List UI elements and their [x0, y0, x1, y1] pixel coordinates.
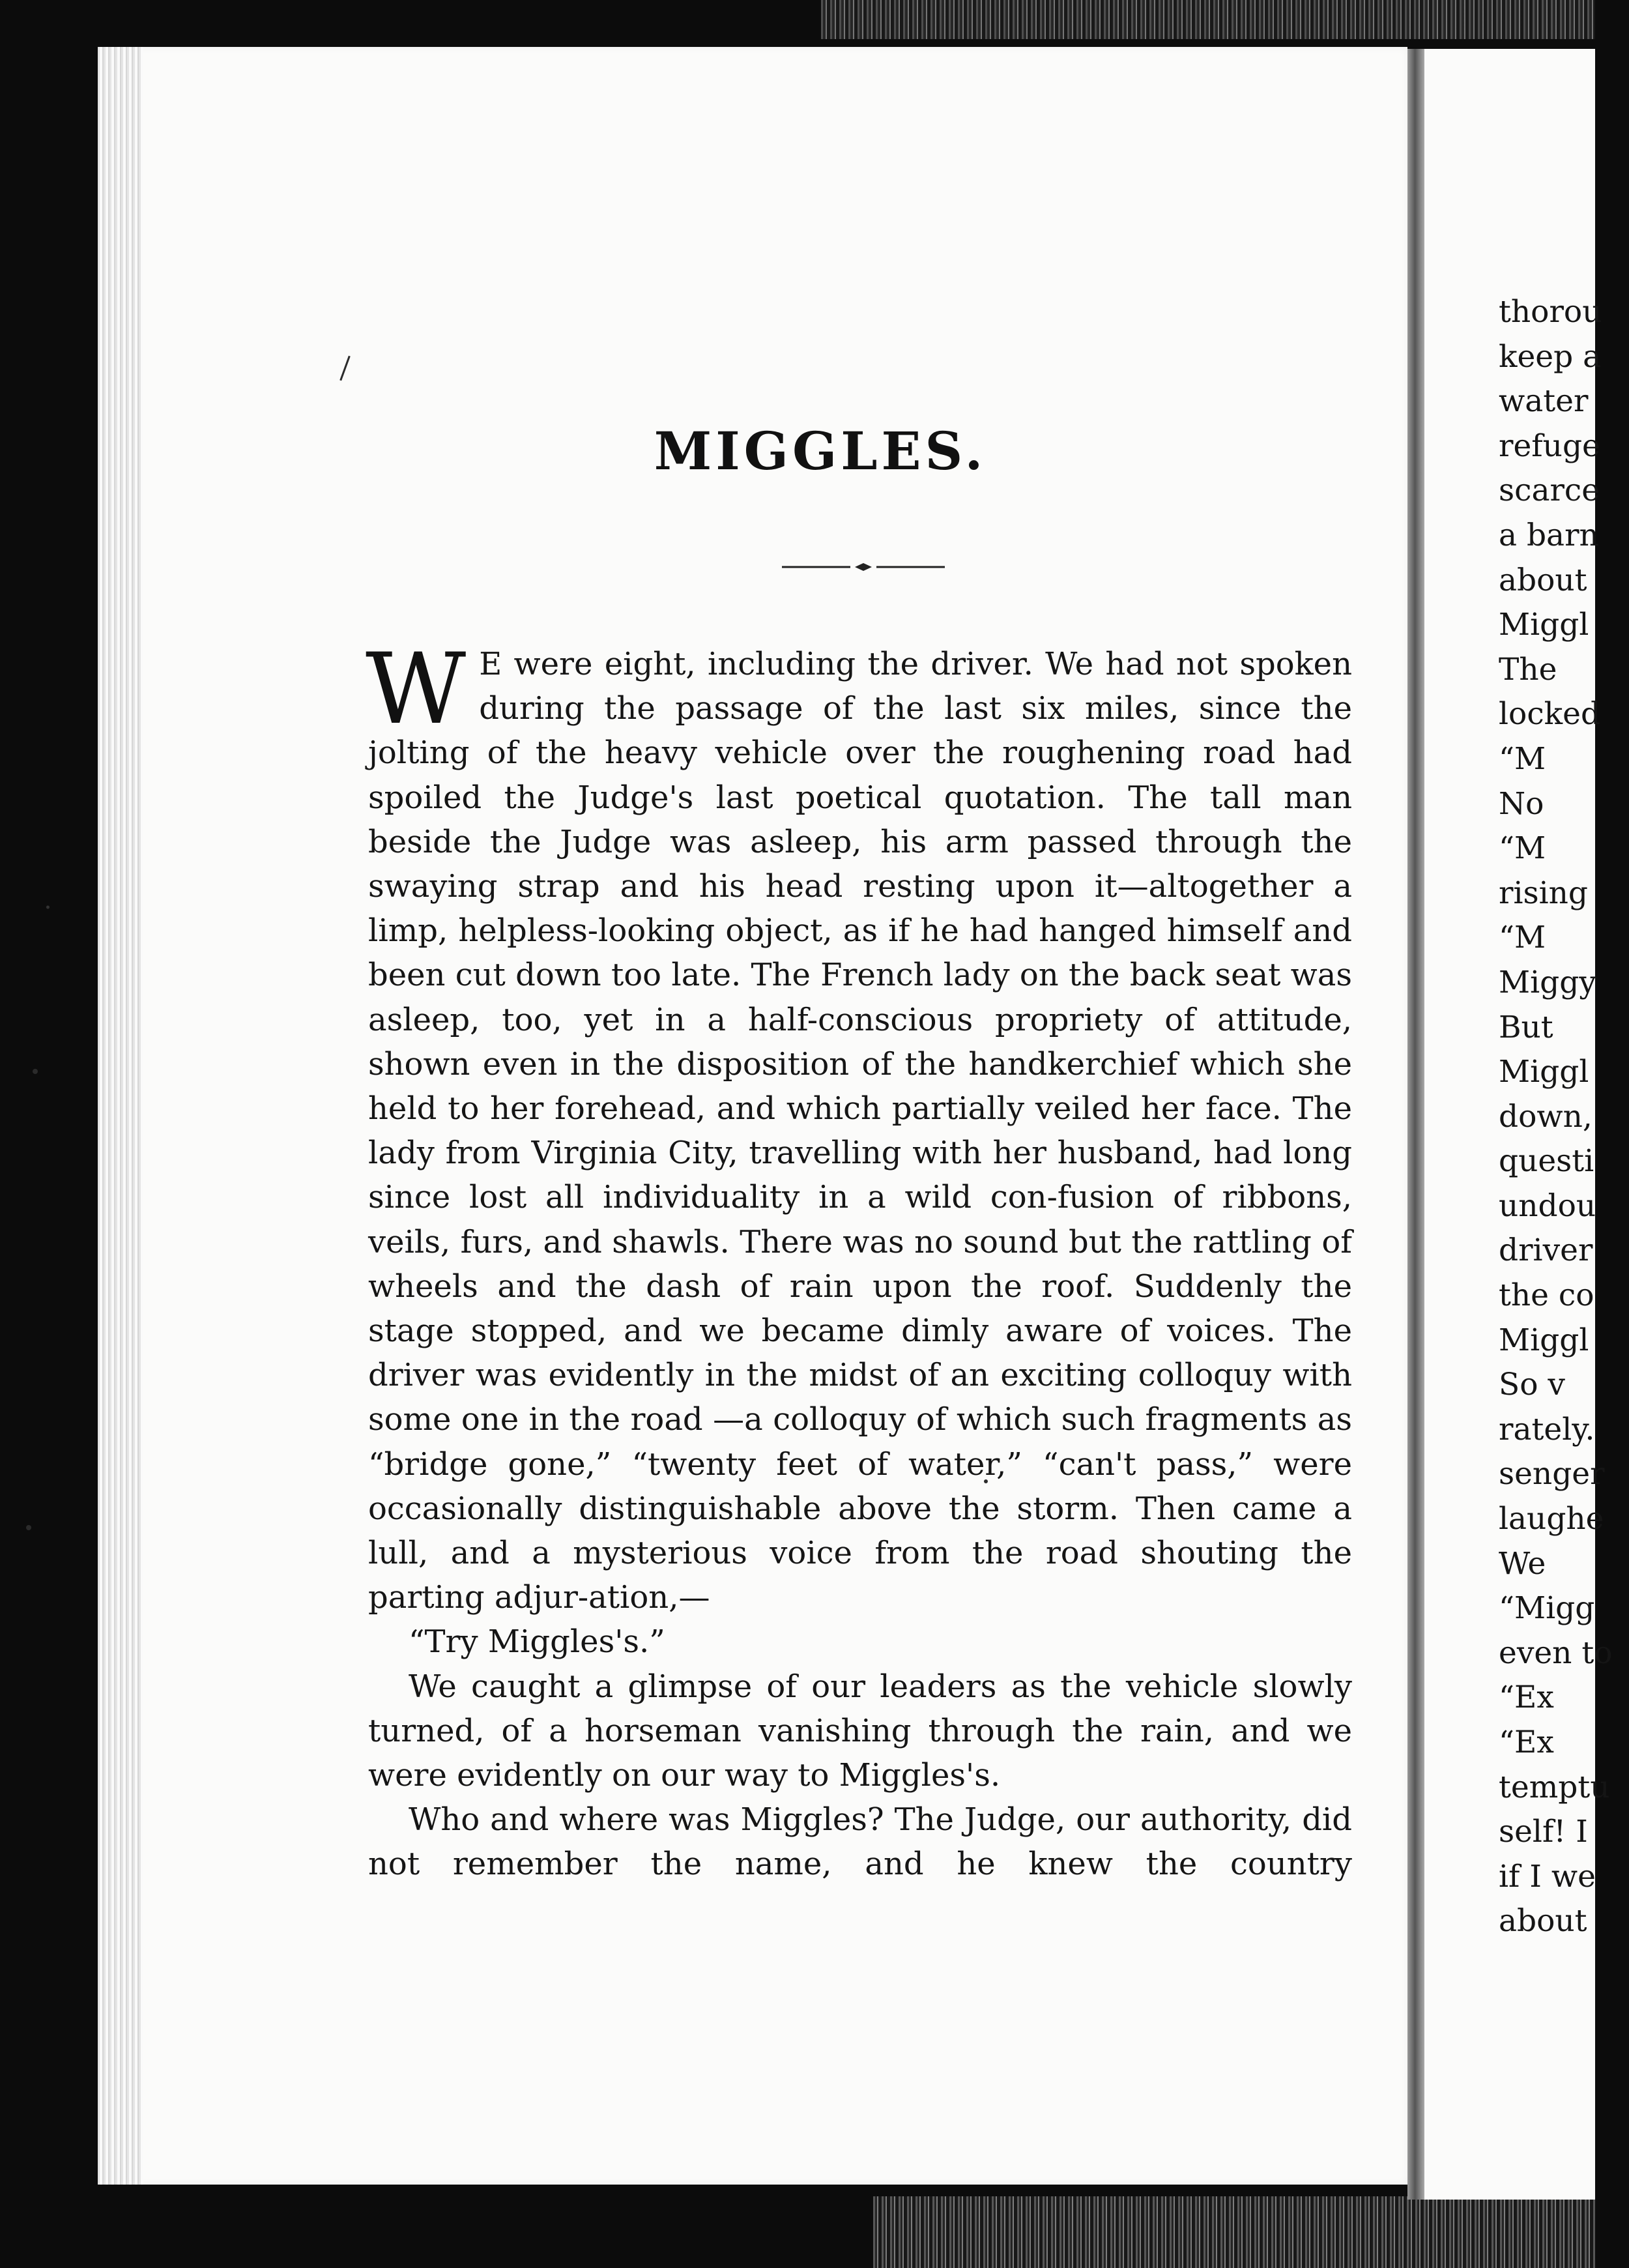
facing-line: “M: [1499, 920, 1546, 956]
paragraph: “Try Miggles's.”: [409, 1623, 665, 1661]
facing-line: driver: [1499, 1232, 1593, 1269]
facing-line: Miggl: [1499, 607, 1589, 643]
facing-line: a barn: [1499, 517, 1599, 553]
facing-line: But: [1499, 1009, 1553, 1045]
facing-line: senger: [1499, 1456, 1605, 1492]
facing-line: thorou: [1499, 294, 1602, 330]
facing-line: “Ex: [1499, 1724, 1554, 1760]
facing-line: if I we: [1499, 1858, 1596, 1895]
body-text: [366, 633, 1352, 1887]
facing-line: Miggy: [1499, 964, 1596, 1000]
facing-line: laughe: [1499, 1501, 1604, 1537]
facing-line: water: [1499, 383, 1589, 420]
facing-line: about: [1499, 1903, 1587, 1940]
facing-line: the co: [1499, 1277, 1594, 1314]
facing-line: “Migg: [1499, 1590, 1595, 1627]
title-ornament-divider: [782, 560, 945, 574]
chapter-title: MIGGLES.: [654, 420, 987, 482]
paragraph: [366, 633, 1352, 1620]
scan-speck: [26, 1525, 31, 1530]
facing-line: scarce: [1499, 472, 1600, 509]
facing-line: even to: [1499, 1635, 1613, 1671]
paragraph-text: E were eight, including the driver. We had not spoken during the passage of the last six miles, since the jolting of the heavy vehicle over the roughening road had spoiled the Judge's last poetical quotation. The tall man beside the Judge was asleep, his arm passed through the swaying strap and his head resting upon it—altogether a limp, helpless-looking object, as if he had hanged himself and been cut down too late. The French lady on the back seat was asleep, too, yet in a half-conscious propriety of attitude, shown even in the disposition of the handkerchief which she held to her forehead, and which partially veiled her face. The lady from Virginia City, travelling with her husband, had long since lost all individuality in a wild con-fusion of ribbons, veils, furs, and shawls. There was no sound but the rattling of wheels and the dash of rain upon the roof. Suddenly the stage stopped, and we became dimly aware of voices. The driver was evidently in the midst of an exciting colloquy with some one in the road —a colloquy of which such fragments as “bridge gone,” “twenty feet of water,” “can't pass,” were occasionally distinguishable above the storm. Then came a lull, and a mysterious voice from the road shouting the parting adjur-ation,—: [368, 646, 1352, 1616]
facing-line: temptu: [1499, 1769, 1610, 1805]
book-cloth-top-edge: [821, 0, 1595, 39]
facing-line: locked: [1499, 696, 1601, 733]
book-cloth-bottom-edge: [873, 2196, 1595, 2268]
facing-line: refuge: [1499, 428, 1600, 464]
facing-line: undou: [1499, 1187, 1596, 1224]
facing-line: rately.: [1499, 1411, 1595, 1447]
paragraph: We caught a glimpse of our leaders as the vehicle slowly turned, of a horseman vanishing through the rain, and we were evidently on our way to Miggles's.: [368, 1668, 1352, 1794]
page-fore-edge: [98, 47, 143, 2185]
facing-line: rising: [1499, 875, 1589, 911]
facing-line: So v: [1499, 1367, 1565, 1403]
facing-line: The: [1499, 651, 1557, 688]
facing-line: about: [1499, 562, 1587, 598]
drop-cap: W: [366, 633, 467, 746]
facing-line: “M: [1499, 830, 1546, 867]
book-gutter: [1407, 49, 1424, 2200]
facing-line: Miggl: [1499, 1054, 1589, 1090]
facing-page-text: [1499, 290, 1629, 1944]
facing-line: questi: [1499, 1143, 1594, 1180]
scan-speck: [33, 1069, 38, 1074]
facing-line: No: [1499, 785, 1544, 822]
facing-line: keep a: [1499, 338, 1602, 375]
facing-line: Miggl: [1499, 1322, 1589, 1358]
facing-line: self! I: [1499, 1814, 1588, 1850]
facing-line: “M: [1499, 740, 1546, 777]
facing-line: “Ex: [1499, 1679, 1554, 1716]
facing-line: We: [1499, 1545, 1546, 1582]
facing-line: down,: [1499, 1098, 1593, 1135]
paragraph: Who and where was Miggles? The Judge, our authority, did not remember the name, and he knew the country: [368, 1801, 1352, 1883]
